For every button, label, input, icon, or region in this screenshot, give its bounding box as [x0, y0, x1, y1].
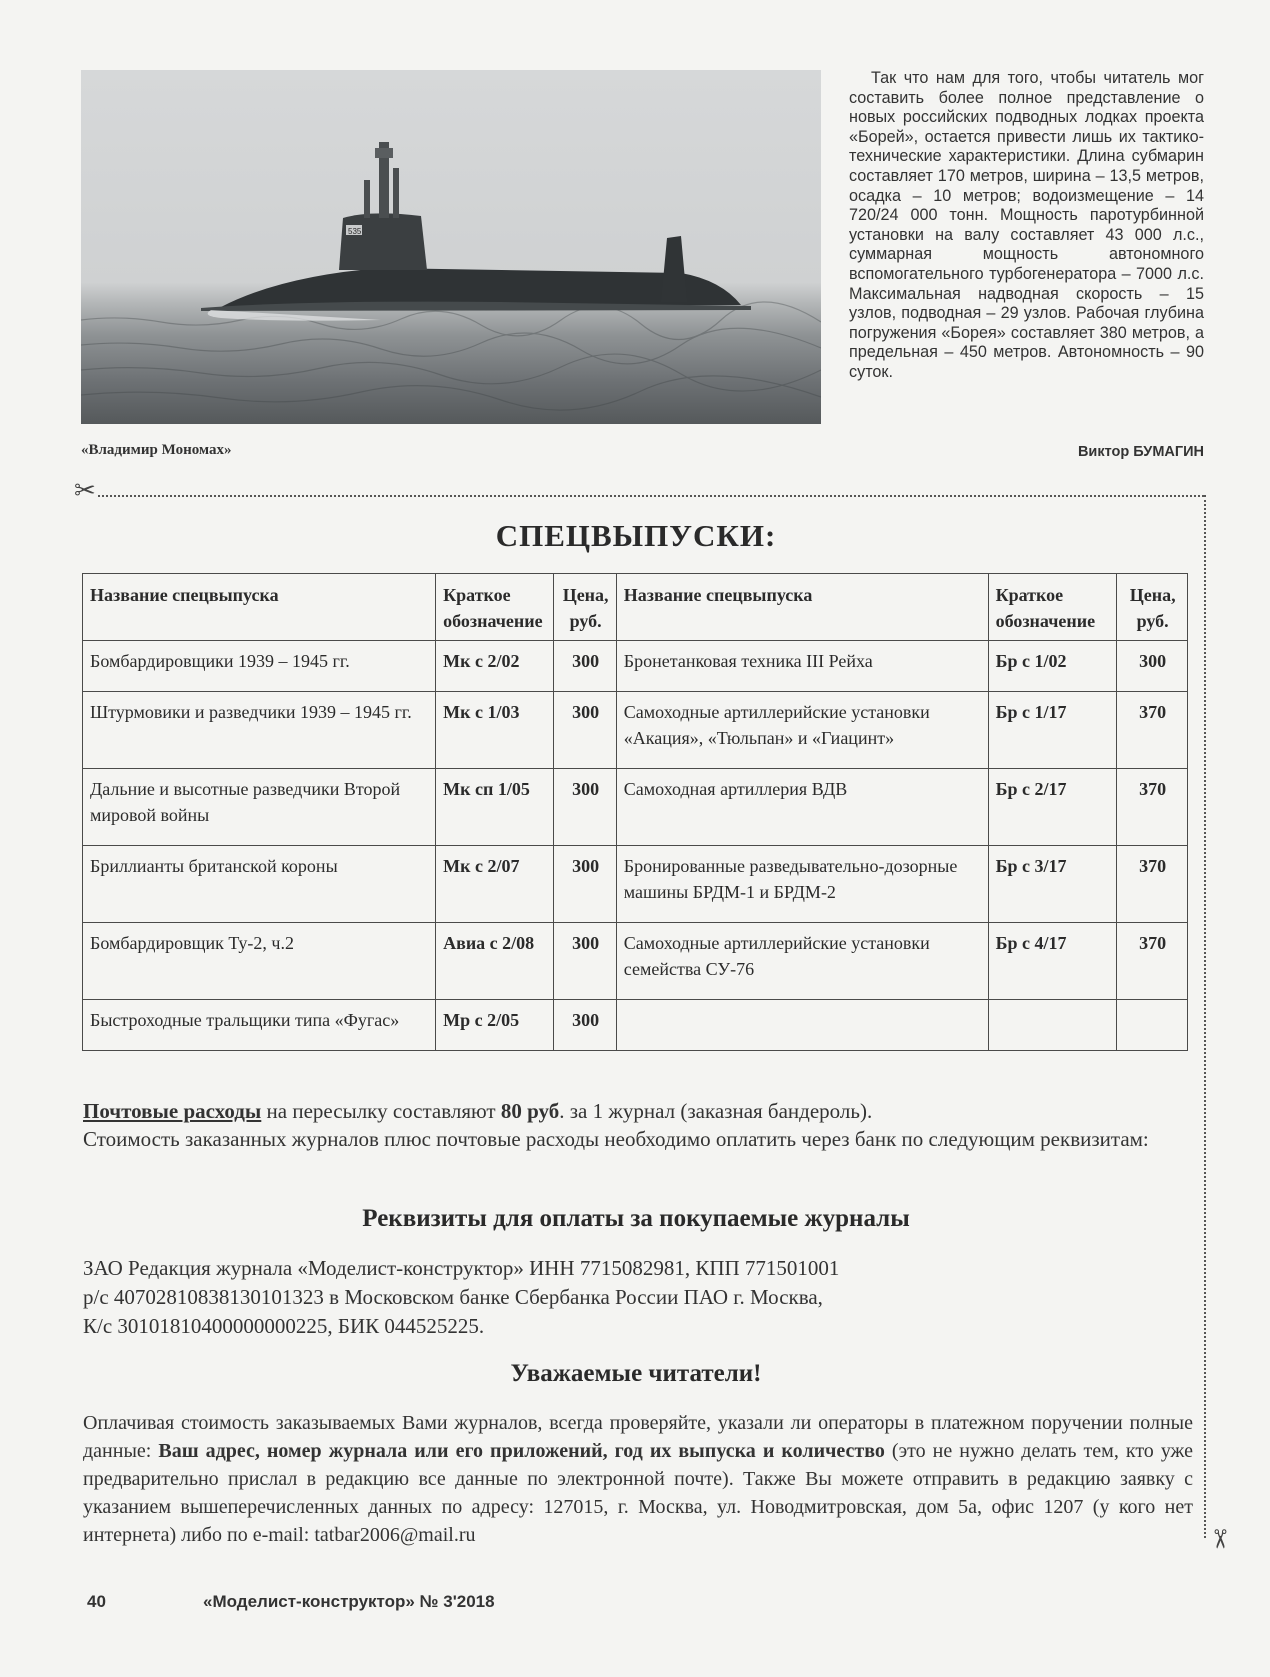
- article-author: Виктор БУМАГИН: [1077, 444, 1204, 460]
- issue-code: Бр с 1/17: [988, 692, 1117, 769]
- header-code: Краткое обозначение: [436, 574, 554, 641]
- article-text: Так что нам для того, чтобы читатель мог составить более полное представление о новых российских подводных лодках проекта «Борей», остается привести лишь их тактико-технические характеристики. Длина субмарин составляет 170 метров, ширина – 13,5 метров, осадка – 10 метров; водоизмещение – 14 720/24 000 тонн. Мощность паротурбинной установки на валу составляет 43 000 л.с., суммарная мощность автономного вспомогательного турбогенератора – 7000 л.с. Максимальная надводная скорость – 15 узлов, подводная – 29 узлов. Рабочая глубина погружения «Борея» составляет 380 метров, а предельная – 450 метров. Автономность – 90 суток.: [849, 69, 1204, 381]
- table-row: [83, 1000, 1188, 1051]
- issue-price: 300: [554, 641, 616, 692]
- issue-price: 300: [554, 692, 616, 769]
- readers-text: (это не нужно делать тем, кто уже предварительно прислал в редакцию все данные по электронной почте). Также Вы можете отправить в редакцию заявку с указанием вышеперечисленных данных по адресу: 127015, г. Москва, ул. Новодмитровская, дом 5а, офис 1207 (у кого нет интернета) либо по e-mail: tatbar2006@mail.ru: [83, 1440, 1193, 1546]
- issue-price: 370: [1117, 846, 1188, 923]
- issue-name: Бронированные разведывательно-дозорные машины БРДМ-1 и БРДМ-2: [616, 846, 988, 923]
- requisites-line: К/с 30101810400000000225, БИК 044525225.: [83, 1314, 485, 1338]
- issue-price: 300: [554, 923, 616, 1000]
- table-row: [83, 769, 1188, 846]
- issue-code: Авиа с 2/08: [436, 923, 554, 1000]
- readers-paragraph: [83, 1409, 1193, 1549]
- issue-name: Быстроходные тральщики типа «Фугас»: [83, 1000, 436, 1051]
- header-name: Название спецвыпуска: [616, 574, 988, 641]
- postage-label: Почтовые расходы: [83, 1099, 262, 1123]
- readers-bold-text: Ваш адрес, номер журнала или его приложений, год их выпуска и количество: [158, 1440, 885, 1462]
- issue-code: Бр с 1/02: [988, 641, 1117, 692]
- issue-code: Мр с 2/05: [436, 1000, 554, 1051]
- issue-name: Дальние и высотные разведчики Второй мировой войны: [83, 769, 436, 846]
- requisites-block: [83, 1254, 1193, 1341]
- issue-name: Самоходная артиллерия ВДВ: [616, 769, 988, 846]
- postage-paragraph: [83, 1097, 1193, 1153]
- magazine-issue: «Моделист-конструктор» № 3'2018: [203, 1592, 495, 1611]
- table-row: [83, 846, 1188, 923]
- requisites-line: р/с 40702810838130101323 в Московском банке Сбербанка России ПАО г. Москва,: [83, 1285, 823, 1309]
- special-issues-table: [82, 573, 1188, 1051]
- header-name: Название спецвыпуска: [83, 574, 436, 641]
- issue-name: Бронетанковая техника III Рейха: [616, 641, 988, 692]
- requisites-line: ЗАО Редакция журнала «Моделист-конструктор» ИНН 7715082981, КПП 771501001: [83, 1256, 840, 1280]
- table-row: [83, 692, 1188, 769]
- issue-price: 370: [1117, 923, 1188, 1000]
- issue-price: 370: [1117, 692, 1188, 769]
- issue-price: 300: [554, 846, 616, 923]
- scissors-icon: ✂: [1203, 1528, 1234, 1550]
- issue-name: Штурмовики и разведчики 1939 – 1945 гг.: [83, 692, 436, 769]
- postage-amount: 80 руб: [500, 1099, 560, 1123]
- page-number: 40: [87, 1592, 106, 1611]
- issue-code: Мк с 2/02: [436, 641, 554, 692]
- readers-text: Оплачивая стоимость заказываемых Вами журналов, всегда проверяйте, указали ли операторы в платежном поручении полные данные:: [83, 1412, 1193, 1462]
- header-price: Цена, руб.: [554, 574, 616, 641]
- readers-title: Уважаемые читатели!: [510, 1360, 762, 1387]
- issue-name: Самоходные артиллерийские установки «Акация», «Тюльпан» и «Гиацинт»: [616, 692, 988, 769]
- issue-code: Мк с 1/03: [436, 692, 554, 769]
- issue-code: Мк сп 1/05: [436, 769, 554, 846]
- table-row: [83, 641, 1188, 692]
- issue-code: Бр с 4/17: [988, 923, 1117, 1000]
- issue-code: Мк с 2/07: [436, 846, 554, 923]
- scissors-icon: ✂: [74, 476, 96, 506]
- issue-code: Бр с 3/17: [988, 846, 1117, 923]
- issue-name: Бомбардировщики 1939 – 1945 гг.: [83, 641, 436, 692]
- issue-price: 300: [554, 1000, 616, 1051]
- issue-name: Бомбардировщик Ту-2, ч.2: [83, 923, 436, 1000]
- issue-name: Самоходные артиллерийские установки семейства СУ-76: [616, 923, 988, 1000]
- cut-line-horizontal: [98, 495, 1204, 497]
- payment-instructions: Стоимость заказанных журналов плюс почтовые расходы необходимо оплатить через банк по следующим реквизитам:: [83, 1127, 1149, 1151]
- issue-price: 300: [554, 769, 616, 846]
- photo-caption: «Владимир Мономах»: [81, 442, 232, 458]
- submarine-illustration: [81, 70, 821, 424]
- issue-price: [1117, 1000, 1188, 1051]
- table-header-row: [83, 574, 1188, 641]
- issue-code: [988, 1000, 1117, 1051]
- table-row: [83, 923, 1188, 1000]
- issue-name: Бриллианты британской короны: [83, 846, 436, 923]
- issue-price: 370: [1117, 769, 1188, 846]
- header-price: Цена, руб.: [1117, 574, 1188, 641]
- header-code: Краткое обозначение: [988, 574, 1117, 641]
- issue-code: Бр с 2/17: [988, 769, 1117, 846]
- issue-price: 300: [1117, 641, 1188, 692]
- requisites-title: Реквизиты для оплаты за покупаемые журналы: [362, 1205, 910, 1232]
- special-issues-title: СПЕЦВЫПУСКИ:: [495, 518, 777, 553]
- submarine-photo: [81, 70, 821, 424]
- cut-line-vertical: [1204, 495, 1206, 1538]
- sail-number: 535: [348, 227, 362, 236]
- postage-text: на пересылку составляют: [261, 1099, 501, 1123]
- issue-name: [616, 1000, 988, 1051]
- postage-text: . за 1 журнал (заказная бандероль).: [559, 1099, 873, 1123]
